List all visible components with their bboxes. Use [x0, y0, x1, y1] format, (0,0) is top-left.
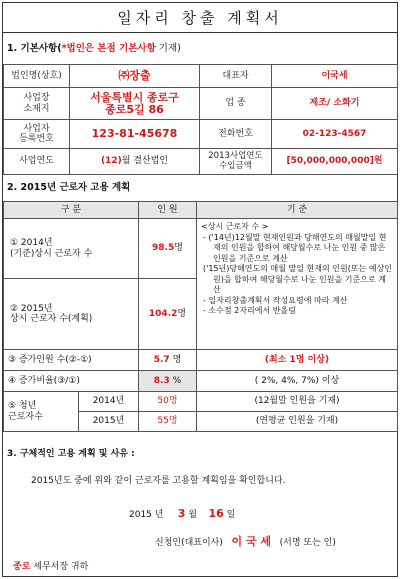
rep-label: 대표자	[200, 65, 272, 88]
date-year: 2015 년	[129, 510, 164, 520]
income-value: [50,000,000,000]원	[272, 149, 398, 175]
date-line	[129, 507, 235, 520]
row4-value: 8.3	[153, 375, 170, 386]
date-day: 16	[208, 507, 224, 520]
regno-label: 사업자 등록번호	[4, 120, 70, 149]
date-month-unit: 월	[188, 510, 198, 520]
basic-info-table	[3, 64, 398, 175]
row2-count	[139, 279, 197, 350]
corp-name-value: ㈜장출	[70, 65, 200, 88]
section2-heading: 2. 2015년 근로자 고용 계획	[7, 182, 131, 193]
row2-value: 104.2	[148, 308, 178, 319]
section1-heading-prefix: 1. 기본사항(	[7, 43, 62, 54]
table-header-row	[4, 202, 398, 219]
row1-label: ① 2014년 (기준)상시 근로자 수	[4, 219, 139, 279]
row4-unit: %	[172, 375, 182, 386]
section1-heading	[3, 38, 397, 60]
tax-office-name: 종로	[13, 562, 31, 572]
row1-count	[139, 219, 197, 279]
fiscal-year-label: 사업연도	[4, 149, 70, 175]
row5-year1: 2014년	[79, 392, 139, 412]
table-row	[4, 392, 398, 412]
document-page	[2, 2, 398, 577]
row4-label: ④ 증가비율(③/①)	[4, 371, 139, 392]
row5-note1: (12월말 인원을 기재)	[197, 392, 398, 412]
row4-count	[139, 371, 197, 392]
fiscal-year-month: (12)	[100, 156, 122, 167]
row1-unit: 명	[174, 243, 183, 254]
sign-note: (서명 또는 인)	[279, 538, 336, 548]
table-row	[4, 350, 398, 371]
header-category: 구 분	[4, 202, 139, 219]
phone-label: 전화번호	[200, 120, 272, 149]
tax-office-suffix: 세무서장 귀하	[30, 562, 89, 572]
corp-name-label: 법인명(상호)	[4, 65, 70, 88]
applicant-label: 신청인(대표이사)	[155, 538, 223, 548]
criteria-notes	[197, 219, 398, 350]
table-row	[4, 88, 398, 120]
row3-unit: 명	[172, 354, 182, 365]
tax-office-line	[13, 559, 88, 572]
section1-heading-suffix: 기재)	[155, 43, 181, 54]
confirmation-statement: 2015년도 중에 위와 같이 근로자를 고용할 계획임을 확인합니다.	[31, 476, 286, 486]
applicant-name: 이 국 세	[231, 535, 272, 548]
row3-label: ③ 증가인원 수(②-①)	[4, 350, 139, 371]
business-type-value: 제조/ 소화기	[272, 88, 398, 120]
section1-heading-red: *법인은 본점 기본사항	[61, 43, 156, 54]
applicant-line	[155, 533, 336, 549]
row3-count	[139, 350, 197, 371]
table-row	[4, 149, 398, 175]
row3-value: 5.7	[153, 354, 170, 365]
table-row	[4, 219, 398, 279]
row5-label: ⑤ 청년 근로자수	[4, 392, 79, 432]
phone-value: 02-123-4567	[272, 120, 398, 149]
header-criteria: 기 준	[197, 202, 398, 219]
address-label: 사업장 소재지	[4, 88, 70, 120]
row5-value2: 55명	[139, 412, 197, 432]
row4-note: ( 2%, 4%, 7%) 이상	[197, 371, 398, 392]
fiscal-year-value	[70, 149, 200, 175]
header-count: 인 원	[139, 202, 197, 219]
business-type-label: 업 종	[200, 88, 272, 120]
row2-unit: 명	[177, 308, 187, 319]
row5-value1: 50명	[139, 392, 197, 412]
notes-item-2: ('15년)당해연도의 매월 말일 현재의 인원(또는 예상인원)을 합하여 해당월수로 나눈 인원을 기준으로 계산	[203, 264, 393, 295]
date-month: 3	[177, 507, 186, 520]
section3	[3, 439, 397, 576]
document-title: 일자리 창출 계획서	[3, 3, 397, 33]
row5-year2: 2015년	[79, 412, 139, 432]
date-day-unit: 일	[226, 510, 236, 520]
notes-title: <상시 근로자 수 >	[201, 222, 269, 231]
notes-item-4: - 소수점 2자리에서 반올림	[203, 306, 296, 316]
address-value: 서울특별시 종로구 종로5길 86	[70, 88, 200, 120]
fiscal-year-rest: 월 결산법인	[121, 156, 169, 167]
section3-heading: 3. 구체적인 고용 계획 및 사유 :	[7, 449, 135, 459]
notes-item-3: - 일자리창출계획서 작성요령에 따라 계산	[203, 295, 348, 305]
row1-value: 98.5	[152, 243, 175, 254]
regno-value: 123-81-45678	[70, 120, 200, 149]
row2-label: ② 2015년 상시 근로자 수(계획)	[4, 279, 139, 350]
row5-note2: (연평균 인원을 기재)	[197, 412, 398, 432]
employment-plan-table	[3, 201, 398, 432]
table-row	[4, 65, 398, 88]
row3-note: (최소 1명 이상)	[197, 350, 398, 371]
income-label: 2013사업연도 수입금액	[200, 149, 272, 175]
rep-value: 이국세	[272, 65, 398, 88]
table-row	[4, 371, 398, 392]
notes-item-1: - ('14년)12월말 현재인원과 당해연도의 매월말일 현재의 인원을 합하여 해당월수로 나눈 인원 중 많은 인원을 기준으로 계산	[203, 232, 387, 263]
table-row	[4, 120, 398, 149]
